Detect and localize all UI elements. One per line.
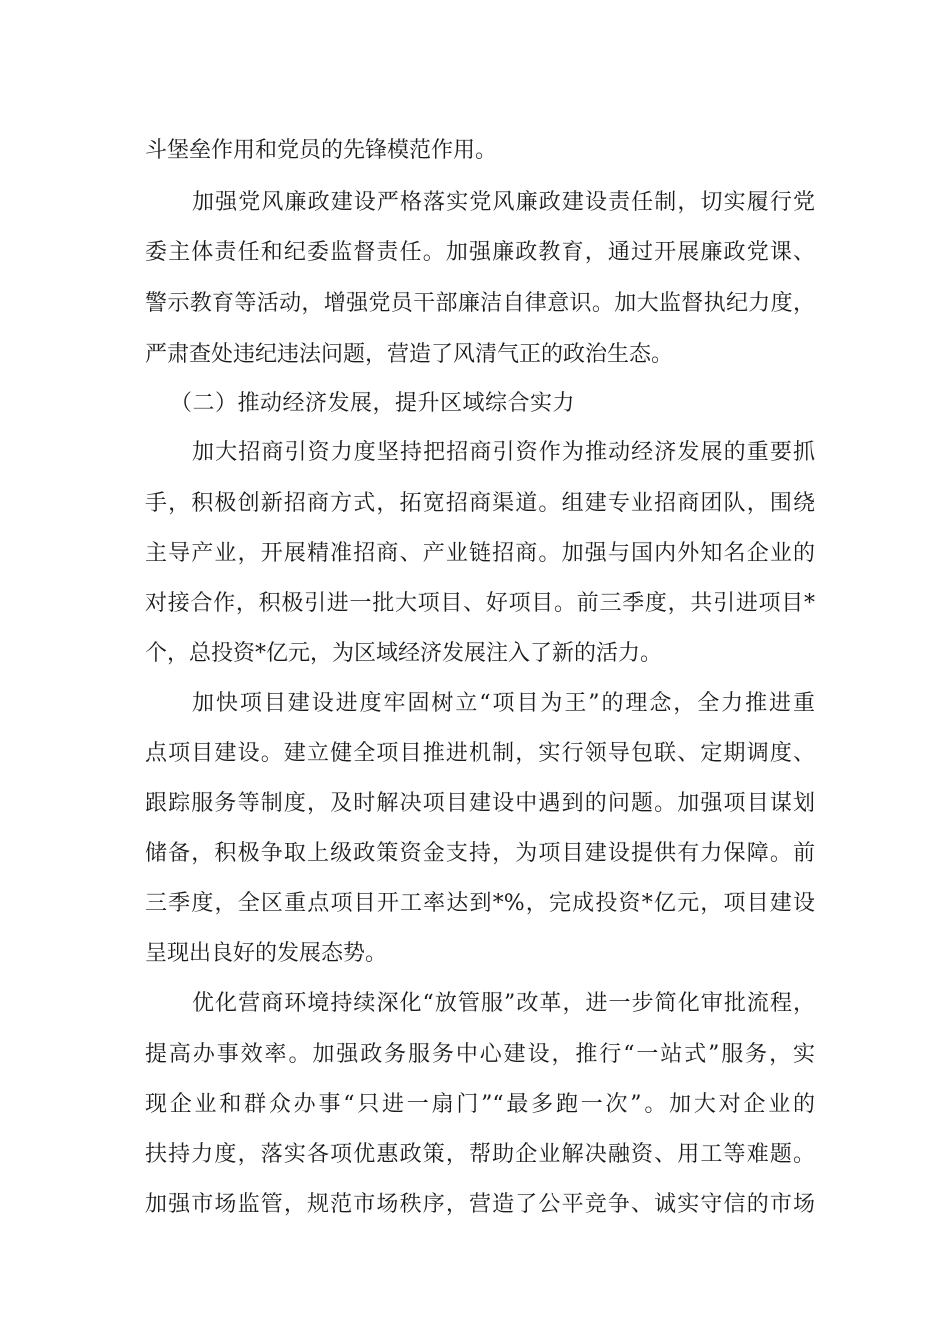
- paragraph-line: 跟踪服务等制度，及时解决项目建设中遇到的问题。加强项目谋划: [145, 791, 815, 816]
- paragraph-line: 点项目建设。建立健全项目推进机制，实行领导包联、定期调度、: [145, 741, 815, 766]
- paragraph-line: 委主体责任和纪委监督责任。加强廉政教育，通过开展廉政党课、: [145, 240, 815, 265]
- paragraph-line: 警示教育等活动，增强党员干部廉洁自律意识。加大监督执纪力度，: [145, 291, 815, 316]
- paragraph-line: 呈现出良好的发展态势。: [145, 941, 388, 966]
- paragraph-line: 现企业和群众办事“只进一扇门”“最多跑一次”。加大对企业的: [145, 1092, 815, 1117]
- paragraph-line: 扶持力度，落实各项优惠政策，帮助企业解决融资、用工等难题。: [145, 1142, 815, 1167]
- paragraph-line: 加强党风廉政建设严格落实党风廉政建设责任制，切实履行党: [192, 190, 815, 215]
- paragraph-line: 加强市场监管，规范市场秩序，营造了公平竞争、诚实守信的市场: [145, 1192, 815, 1217]
- paragraph-line: 储备，积极争取上级政策资金支持，为项目建设提供有力保障。前: [145, 841, 815, 866]
- section-heading: （二）推动经济发展，提升区域综合实力: [170, 391, 576, 416]
- paragraph-line: 严肃查处违纪违法问题，营造了风清气正的政治生态。: [145, 342, 674, 367]
- paragraph-line: 三季度，全区重点项目开工率达到*%，完成投资*亿元，项目建设: [145, 891, 815, 916]
- paragraph-line: 优化营商环境持续深化“放管服”改革，进一步简化审批流程，: [192, 991, 815, 1016]
- paragraph-line: 加大招商引资力度坚持把招商引资作为推动经济发展的重要抓: [192, 440, 815, 465]
- paragraph-line: 提高办事效率。加强政务服务中心建设，推行“一站式”服务，实: [145, 1042, 815, 1067]
- paragraph-line: 斗堡垒作用和党员的先锋模范作用。: [145, 138, 498, 163]
- paragraph-line: 加快项目建设进度牢固树立“项目为王”的理念，全力推进重: [192, 691, 815, 716]
- paragraph-line: 对接合作，积极引进一批大项目、好项目。前三季度，共引进项目*: [145, 591, 815, 616]
- paragraph-line: 个，总投资*亿元，为区域经济发展注入了新的活力。: [145, 641, 663, 666]
- paragraph-line: 手，积极创新招商方式，拓宽招商渠道。组建专业招商团队，围绕: [145, 491, 815, 516]
- paragraph-line: 主导产业，开展精准招商、产业链招商。加强与国内外知名企业的: [145, 541, 815, 566]
